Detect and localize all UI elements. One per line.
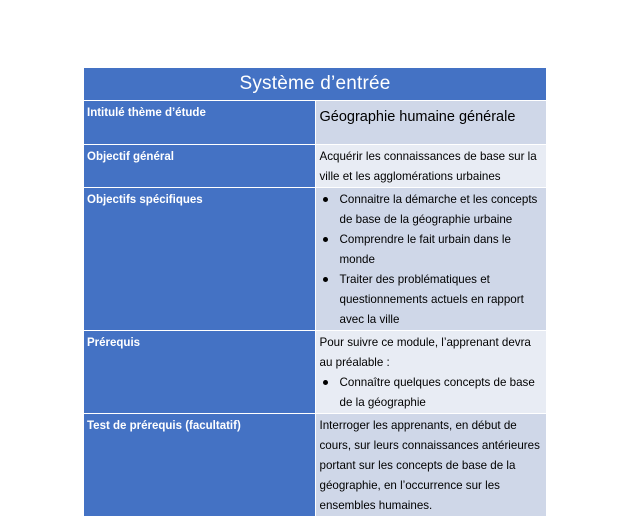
bullet-icon [323,197,328,202]
row-label-specific-objectives: Objectifs spécifiques [84,188,316,331]
table-header-row [84,68,547,101]
bullet-icon [323,380,328,385]
prerequisites-list [320,373,544,413]
row-label-general-objective: Objectif général [84,145,316,188]
row-label-theme: Intitulé thème d’étude [84,101,316,145]
row-value-prerequisite-test: Interroger les apprenants, en début de cours, sur leurs connaissances antérieures portant sur les concepts de base de la géographie, en l’occurrence sur les ensembles humaines. [315,414,547,517]
bullet-icon [323,277,328,282]
table-row [84,331,547,414]
bullet-icon [323,237,328,242]
list-item: Comprendre le fait urbain dans le monde [320,230,544,270]
list-item: Traiter des problématiques et questionnements actuels en rapport avec la ville [320,270,544,330]
entry-system-table [83,67,547,517]
list-item: Connaitre la démarche et les concepts de base de la géographie urbaine [320,190,544,230]
table-row [84,101,547,145]
table-row [84,414,547,517]
list-item: Connaître quelques concepts de base de la géographie [320,373,544,413]
prerequisites-intro: Pour suivre ce module, l’apprenant devra au préalable : [319,336,531,369]
specific-objectives-list [320,190,544,330]
row-value-general-objective: Acquérir les connaissances de base sur la ville et les agglomérations urbaines [315,145,547,188]
table-title: Système d’entrée [84,68,547,101]
row-label-prerequisite-test: Test de prérequis (facultatif) [84,414,316,517]
table-row [84,145,547,188]
table-row [84,188,547,331]
row-value-specific-objectives [315,188,547,331]
row-label-prerequisites: Prérequis [84,331,316,414]
row-value-prerequisites [315,331,547,414]
row-value-theme: Géographie humaine générale [315,101,547,145]
